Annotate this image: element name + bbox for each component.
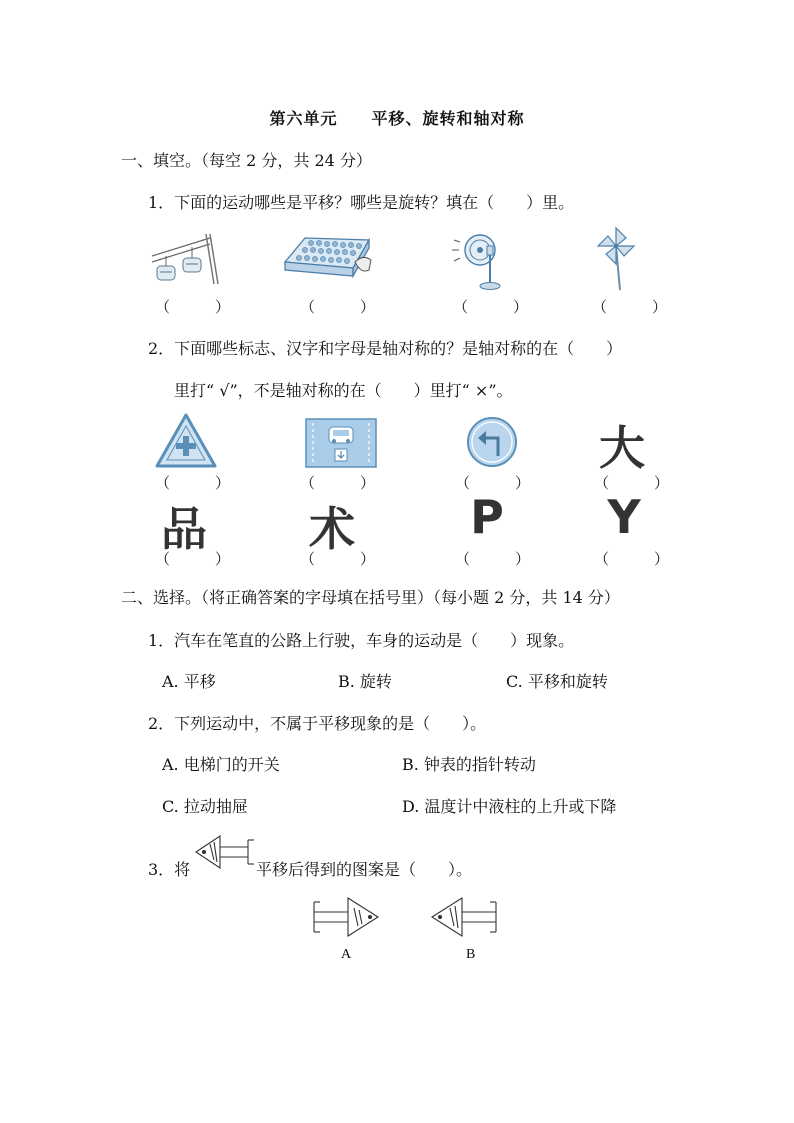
fish-arrow-icon: [194, 834, 256, 870]
section1-heading: 一、填空。（每空 2 分，共 24 分）: [121, 151, 372, 170]
s1-q2-line1: 2．下面哪些标志、汉字和字母是轴对称的？是轴对称的在（ ）: [148, 339, 623, 358]
electric-fan-icon: [450, 228, 510, 292]
s2-q2-option-c[interactable]: C. 拉动抽屉: [162, 797, 248, 816]
pinwheel-icon: [594, 226, 638, 292]
s2-q2-text: 2．下列运动中，不属于平移现象的是（ ）。: [148, 714, 487, 733]
s2-q2-option-b[interactable]: B. 钟表的指针转动: [402, 755, 536, 774]
fish-option-a-icon[interactable]: [310, 896, 382, 938]
char-da: 大: [599, 421, 645, 475]
s2-q1-option-b[interactable]: B. 旋转: [338, 672, 392, 691]
option-b-label: B: [466, 947, 476, 962]
cable-car-icon: [148, 228, 220, 286]
s2-q2-option-d[interactable]: D. 温度计中液柱的上升或下降: [402, 797, 617, 816]
char-shu: 术: [309, 502, 355, 556]
s2-q1-text: 1．汽车在笔直的公路上行驶，车身的运动是（ ）现象。: [148, 631, 575, 650]
s2-q3-suffix: 平移后得到的图案是（ ）。: [256, 860, 473, 879]
answer-blank[interactable]: （ ）: [300, 474, 376, 492]
section2-heading: 二、选择。（将正确答案的字母填在括号里）（每小题 2 分，共 14 分）: [121, 588, 620, 607]
answer-blank[interactable]: （ ）: [592, 298, 668, 316]
page-title: [0, 106, 794, 129]
s2-q2-option-a[interactable]: A. 电梯门的开关: [162, 755, 280, 774]
answer-blank[interactable]: （ ）: [300, 298, 376, 316]
answer-blank[interactable]: （ ）: [594, 550, 670, 568]
s2-q3-prefix: 3．将: [148, 860, 191, 879]
char-pin: 品: [161, 502, 207, 556]
answer-blank[interactable]: （ ）: [155, 298, 231, 316]
option-a-label: A: [341, 947, 352, 962]
s1-q2-line2: 里打“ √”，不是轴对称的在（ ）里打“ ×”。: [174, 381, 513, 400]
char-y: Y: [607, 490, 641, 544]
car-wash-sign-icon: [305, 418, 377, 468]
answer-blank[interactable]: （ ）: [155, 550, 231, 568]
answer-blank[interactable]: （ ）: [455, 474, 531, 492]
s1-q1-text: 1．下面的运动哪些是平移？哪些是旋转？填在（ ）里。: [148, 193, 575, 212]
turn-left-sign-icon: [466, 416, 518, 468]
s2-q1-option-a[interactable]: A. 平移: [162, 672, 216, 691]
unit-label: 第六单元: [269, 109, 338, 128]
abacus-tray-icon: [283, 232, 373, 282]
fish-option-b-icon[interactable]: [430, 896, 502, 938]
char-p: P: [470, 490, 504, 544]
answer-blank[interactable]: （ ）: [453, 298, 529, 316]
answer-blank[interactable]: （ ）: [300, 550, 376, 568]
answer-blank[interactable]: （ ）: [594, 474, 670, 492]
warning-cross-sign-icon: [154, 412, 218, 470]
s2-q1-option-c[interactable]: C. 平移和旋转: [506, 672, 608, 691]
answer-blank[interactable]: （ ）: [455, 550, 531, 568]
answer-blank[interactable]: （ ）: [155, 474, 231, 492]
topic-label: 平移、旋转和轴对称: [371, 109, 525, 128]
